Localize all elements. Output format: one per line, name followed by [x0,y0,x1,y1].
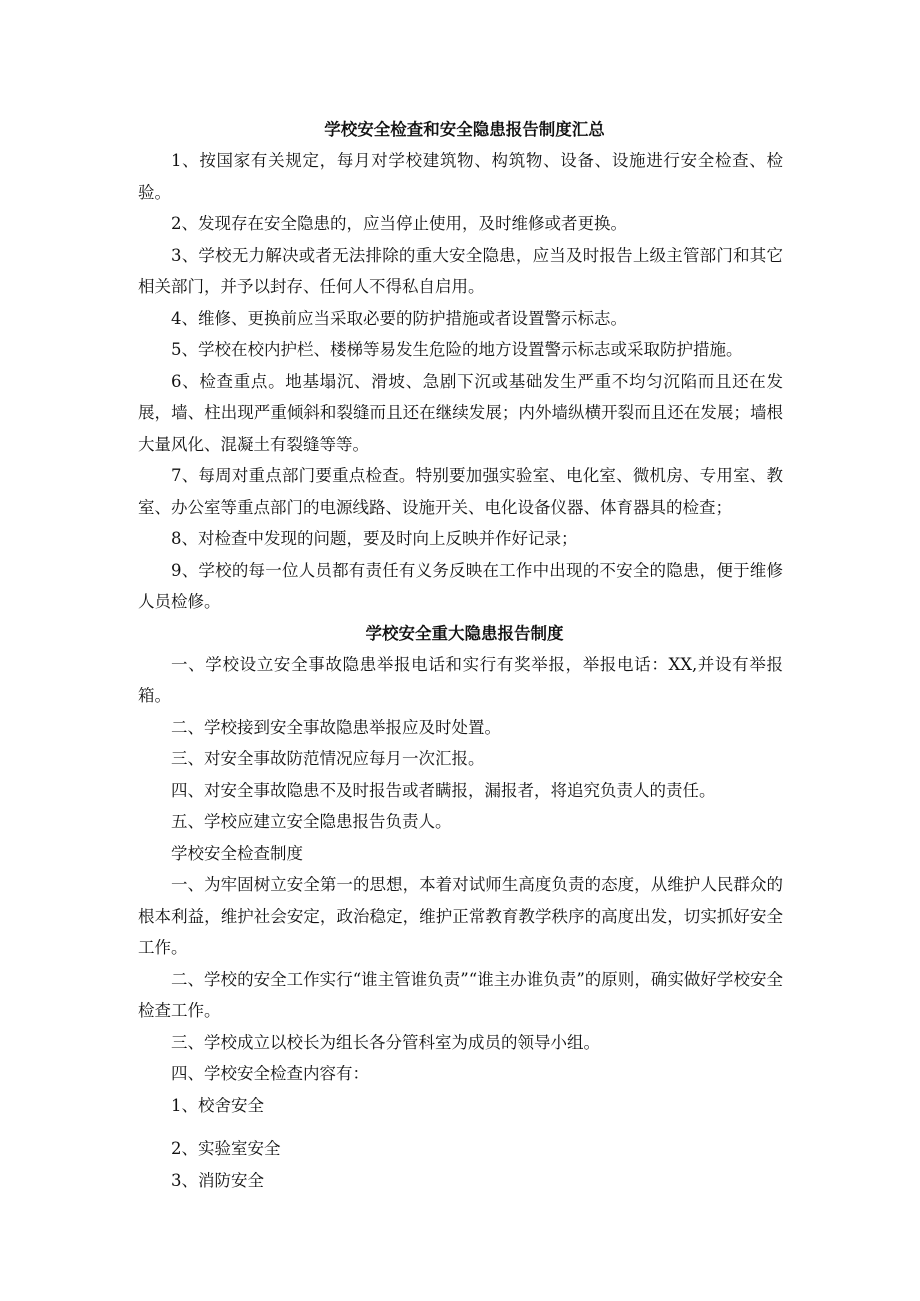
document-body [138,114,783,1196]
section4-item-1: 2、实验室安全 [171,1139,281,1158]
section1-item-7: 7、每周对重点部门要重点检查。特别要加强实验室、电化室、微机房、专用室、教室、办公室等重点部门的电源线路、设施开关、电化设备仪器、体育器具的检查； [138,466,783,517]
section1-item-6: 6、检查重点。地基塌沉、滑坡、急剧下沉或基础发生严重不均匀沉陷而且还在发展，墙、柱出现严重倾斜和裂缝而且还在继续发展；内外墙纵横开裂而且还在发展；墙根大量风化、混凝土有裂缝等等。 [138,371,783,454]
section2-item-2: 二、学校接到安全事故隐患举报应及时处置。 [171,717,501,737]
section1-item-1: 1、按国家有关规定，每月对学校建筑物、构筑物、设备、设施进行安全检查、检验。 [138,151,783,202]
doc-title-report-system: 学校安全重大隐患报告制度 [365,623,564,643]
section1-item-9: 9、学校的每一位人员都有责任有义务反映在工作中出现的不安全的隐患，便于维修人员检修。 [138,560,783,611]
section1-item-2: 2、发现存在安全隐患的，应当停止使用，及时维修或者更换。 [171,214,627,233]
section3-item-4: 四、学校安全检查内容有： [171,1064,369,1083]
section1-item-8: 8、对检查中发现的问题，要及时向上反映并作好记录； [171,529,578,548]
section1-item-5: 5、学校在校内护栏、楼梯等易发生危险的地方设置警示标志或采取防护措施。 [171,340,743,359]
section2-item-5: 五、学校应建立安全隐患报告负责人。 [171,812,452,831]
section1-item-4: 4、维修、更换前应当采取必要的防护措施或者设置警示标志。 [171,308,627,328]
section1-item-3: 3、学校无力解决或者无法排除的重大安全隐患，应当及时报告上级主管部门和其它相关部门，并予以封存、任何人不得私自启用。 [138,245,783,296]
section2-item-4: 四、对安全事故隐患不及时报告或者瞒报，漏报者，将追究负责人的责任。 [171,780,716,800]
section3-item-1: 一、为牢固树立安全第一的思想，本着对试师生高度负责的态度，从维护人民群众的根本利益，维护社会安定，政治稳定，维护正常教育教学秩序的高度出发，切实抓好安全工作。 [138,875,783,957]
section3-item-5: 1、校舍安全 [171,1095,264,1115]
section2-item-1: 一、学校设立安全事故隐患举报电话和实行有奖举报，举报电话：XX,并设有举报箱。 [138,654,783,705]
doc-title-main: 学校安全检查和安全隐患报告制度汇总 [324,120,605,139]
section2-item-3: 三、对安全事故防范情况应每月一次汇报。 [171,749,485,768]
section4-item-2: 3、消防安全 [171,1170,264,1190]
section3-heading: 学校安全检查制度 [171,843,303,863]
section3-item-3: 三、学校成立以校长为组长各分管科室为成员的领导小组。 [171,1032,600,1052]
section3-item-2: 二、学校的安全工作实行“谁主管谁负责”“谁主办谁负责”的原则，确实做好学校安全检查工作。 [138,969,783,1020]
